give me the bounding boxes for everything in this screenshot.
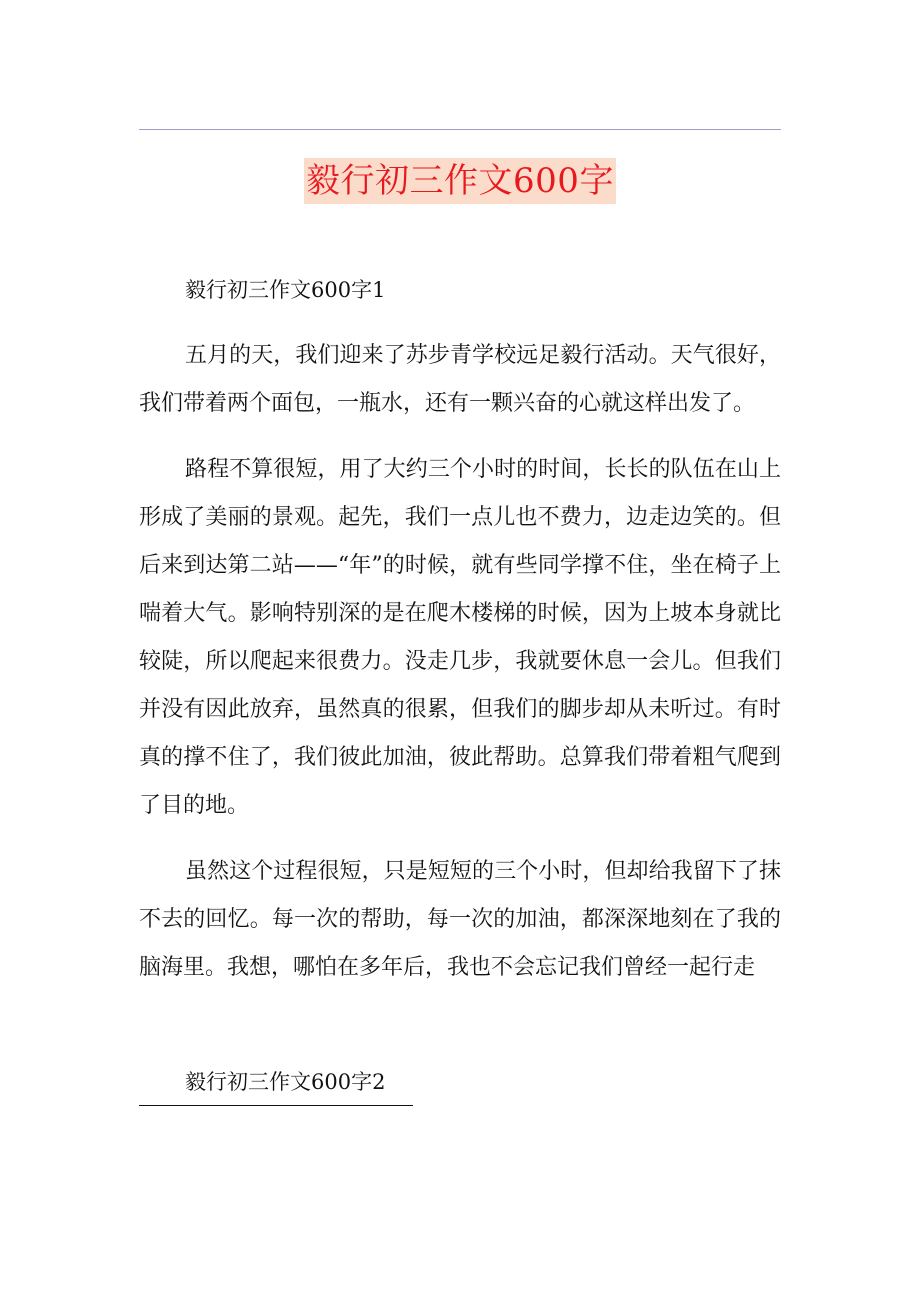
paragraph-2: 路程不算很短，用了大约三个小时的时间，长长的队伍在山上形成了美丽的景观。起先，我们一点儿也不费力，边走边笑的。但后来到达第二站——“年”的时候，就有些同学撑不住，坐在椅子上喘着大气。影响特别深的是在爬木楼梯的时候，因为上坡本身就比较陡，所以爬起来很费力。没走几步，我就要休息一会儿。但我们并没有因此放弃，虽然真的很累，但我们的脚步却从未听过。有时真的撑不住了，我们彼此加油，彼此帮助。总算我们带着粗气爬到了目的地。	[139, 457, 781, 818]
top-divider	[139, 129, 781, 130]
section-heading-2-underline	[139, 1058, 413, 1106]
paragraph-3: 虽然这个过程很短，只是短短的三个小时，但却给我留下了抹不去的回忆。每一次的帮助，每一次的加油，都深深地刻在了我的脑海里。我想，哪怕在多年后，我也不会忘记我们曾经一起行走	[139, 859, 781, 980]
section-heading-1: 毅行初三作文600字1	[185, 278, 386, 302]
section-heading-2: 毅行初三作文600字2	[185, 1070, 386, 1094]
paragraph-1: 五月的天，我们迎来了苏步青学校远足毅行活动。天气很好，我们带着两个面包，一瓶水，还有一颗兴奋的心就这样出发了。	[139, 343, 781, 416]
title-container	[0, 158, 920, 204]
page-title: 毅行初三作文600字	[304, 158, 616, 204]
article-body	[139, 266, 781, 992]
